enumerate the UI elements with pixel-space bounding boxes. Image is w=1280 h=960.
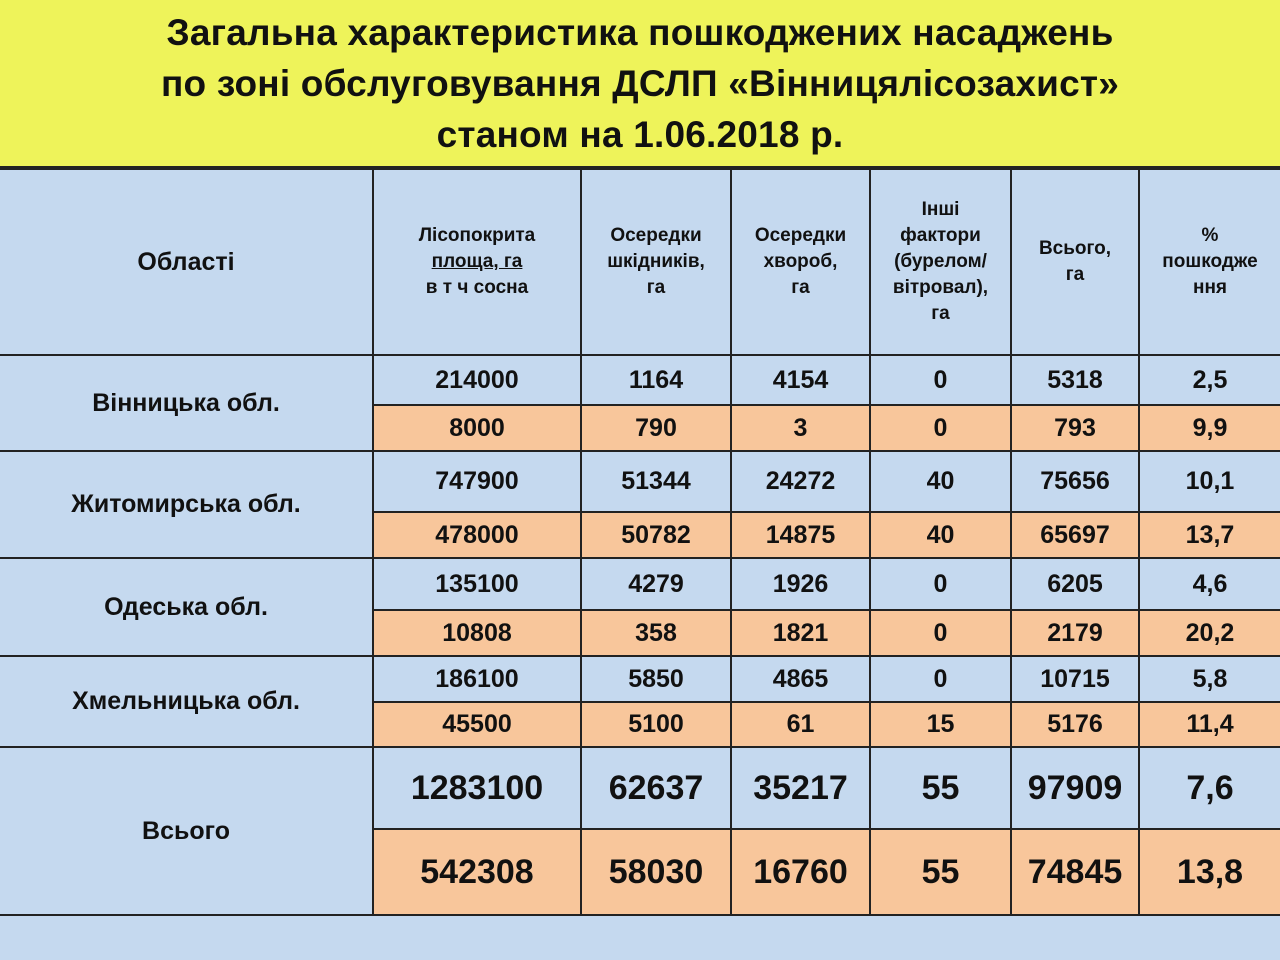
total-row — [0, 747, 1280, 829]
header-row — [0, 169, 1280, 355]
cell-disease-foci: 4154 — [731, 355, 870, 405]
cell-disease-foci: 3 — [731, 405, 870, 451]
cell-forest-area: 478000 — [373, 512, 581, 558]
header-total: Всього, га — [1011, 169, 1139, 355]
cell-pest-foci: 5100 — [581, 702, 731, 747]
cell-disease-foci: 24272 — [731, 451, 870, 512]
cell-forest-area: 45500 — [373, 702, 581, 747]
cell-forest-area: 747900 — [373, 451, 581, 512]
cell-total: 65697 — [1011, 512, 1139, 558]
header-disease-foci: Осередки хвороб, га — [731, 169, 870, 355]
cell-other-factors: 40 — [870, 512, 1011, 558]
region-name: Житомирська обл. — [0, 451, 373, 558]
cell-disease-foci: 4865 — [731, 656, 870, 702]
cell-pest-foci: 5850 — [581, 656, 731, 702]
cell-pest-foci: 50782 — [581, 512, 731, 558]
cell-total: 2179 — [1011, 610, 1139, 656]
region-name: Вінницька обл. — [0, 355, 373, 451]
slide-title — [0, 0, 1280, 168]
cell-forest-area: 135100 — [373, 558, 581, 610]
cell-disease-foci: 1926 — [731, 558, 870, 610]
title-line-3: станом на 1.06.2018 р. — [436, 113, 844, 155]
title-line-2: по зоні обслуговування ДСЛП «Вінницялісозахист» — [161, 62, 1119, 104]
cell-other-factors: 40 — [870, 451, 1011, 512]
cell-other-factors: 55 — [870, 747, 1011, 829]
cell-pest-foci: 1164 — [581, 355, 731, 405]
cell-total: 75656 — [1011, 451, 1139, 512]
table-row — [0, 558, 1280, 610]
total-label: Всього — [0, 747, 373, 915]
cell-disease-foci: 61 — [731, 702, 870, 747]
region-name: Хмельницька обл. — [0, 656, 373, 747]
cell-forest-area: 1283100 — [373, 747, 581, 829]
header-regions: Області — [0, 169, 373, 355]
cell-damage-percent: 13,8 — [1139, 829, 1280, 915]
region-name: Одеська обл. — [0, 558, 373, 656]
cell-forest-area: 186100 — [373, 656, 581, 702]
cell-other-factors: 0 — [870, 355, 1011, 405]
cell-other-factors: 0 — [870, 558, 1011, 610]
cell-pest-foci: 51344 — [581, 451, 731, 512]
table-row — [0, 451, 1280, 512]
cell-other-factors: 15 — [870, 702, 1011, 747]
header-damage-percent: % пошкодже ння — [1139, 169, 1280, 355]
cell-total: 10715 — [1011, 656, 1139, 702]
cell-other-factors: 0 — [870, 656, 1011, 702]
cell-disease-foci: 35217 — [731, 747, 870, 829]
header-other-factors: Інші фактори (бурелом/ вітровал), га — [870, 169, 1011, 355]
table-row — [0, 656, 1280, 702]
cell-forest-area: 214000 — [373, 355, 581, 405]
cell-damage-percent: 10,1 — [1139, 451, 1280, 512]
cell-disease-foci: 14875 — [731, 512, 870, 558]
cell-pest-foci: 62637 — [581, 747, 731, 829]
cell-total: 793 — [1011, 405, 1139, 451]
header-forest-area: Лісопокрита площа, га в т ч сосна — [373, 169, 581, 355]
cell-forest-area: 542308 — [373, 829, 581, 915]
cell-pest-foci: 358 — [581, 610, 731, 656]
cell-disease-foci: 1821 — [731, 610, 870, 656]
cell-forest-area: 8000 — [373, 405, 581, 451]
cell-damage-percent: 2,5 — [1139, 355, 1280, 405]
cell-other-factors: 55 — [870, 829, 1011, 915]
title-line-1: Загальна характеристика пошкоджених насаджень — [166, 11, 1114, 53]
cell-other-factors: 0 — [870, 610, 1011, 656]
cell-total: 6205 — [1011, 558, 1139, 610]
cell-total: 5318 — [1011, 355, 1139, 405]
cell-forest-area: 10808 — [373, 610, 581, 656]
cell-total: 97909 — [1011, 747, 1139, 829]
damage-table — [0, 168, 1280, 916]
cell-total: 5176 — [1011, 702, 1139, 747]
cell-damage-percent: 20,2 — [1139, 610, 1280, 656]
cell-pest-foci: 4279 — [581, 558, 731, 610]
cell-damage-percent: 13,7 — [1139, 512, 1280, 558]
cell-other-factors: 0 — [870, 405, 1011, 451]
cell-pest-foci: 790 — [581, 405, 731, 451]
cell-pest-foci: 58030 — [581, 829, 731, 915]
cell-total: 74845 — [1011, 829, 1139, 915]
cell-damage-percent: 7,6 — [1139, 747, 1280, 829]
cell-disease-foci: 16760 — [731, 829, 870, 915]
cell-damage-percent: 4,6 — [1139, 558, 1280, 610]
header-pest-foci: Осередки шкідників, га — [581, 169, 731, 355]
cell-damage-percent: 9,9 — [1139, 405, 1280, 451]
table-row — [0, 355, 1280, 405]
cell-damage-percent: 11,4 — [1139, 702, 1280, 747]
cell-damage-percent: 5,8 — [1139, 656, 1280, 702]
